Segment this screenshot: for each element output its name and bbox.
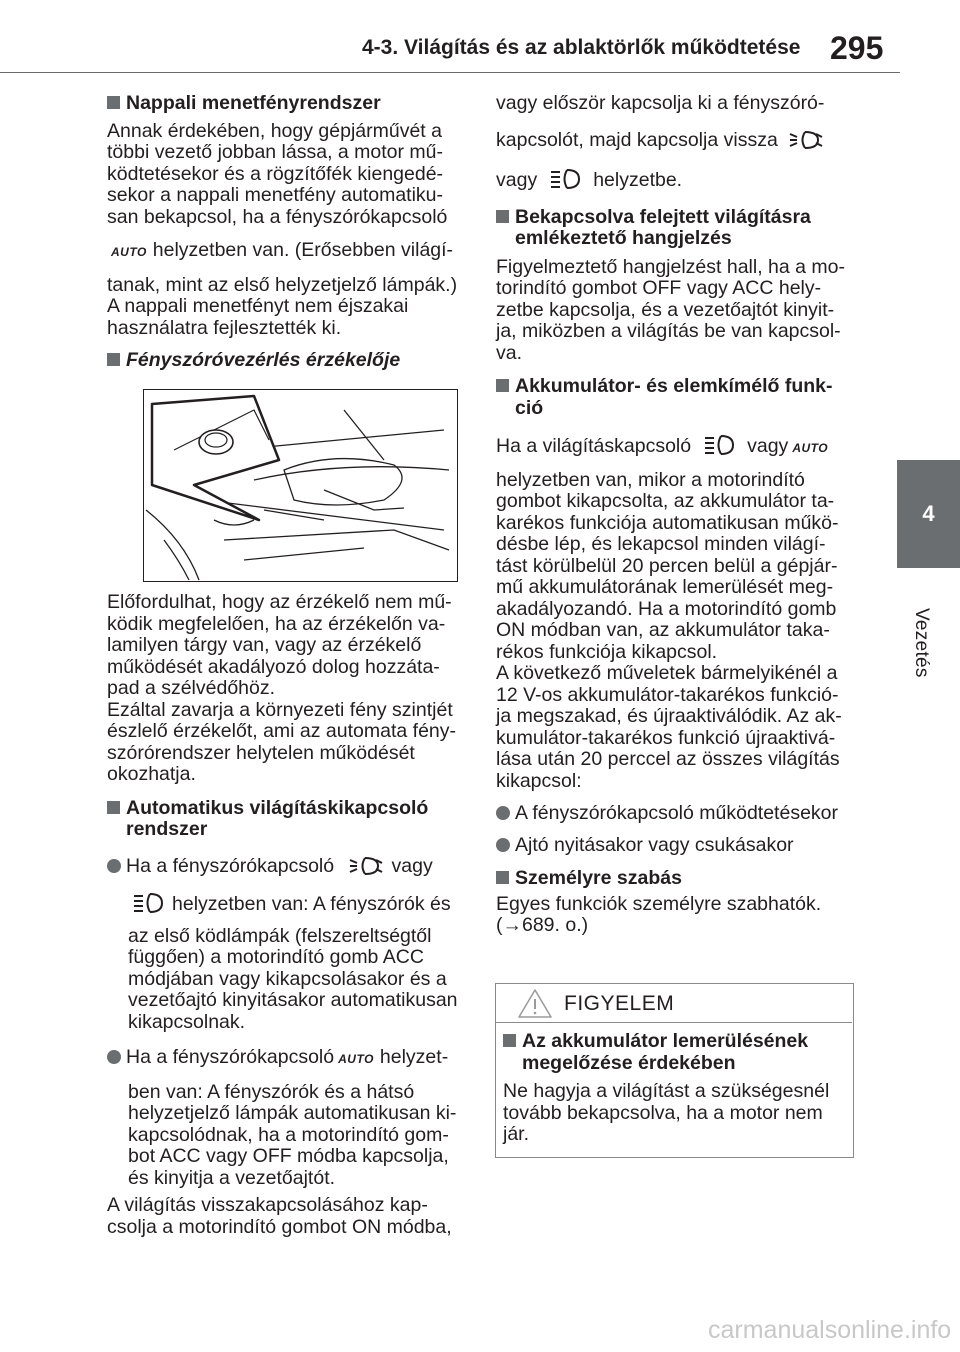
square-bullet-icon [496, 379, 509, 392]
heading-light-sensor: Fényszóróvezérlés érzékelője [107, 350, 467, 372]
watermark: carmanualsonline.info [708, 1316, 952, 1344]
headlight-icon [132, 891, 164, 915]
line-with-icon: Ha a világításkapcsoló vagy AUTO [496, 433, 856, 460]
bullet-item: Ha a fényszórókapcsoló vagy helyzetben van: A fényszórók és az első ködlámpák (felszereltségtől függően) a motorindító gomb ACC módjában vagy kikapcsolásakor és a vezetőajtó kinyitásakor automatikusan kikapcsolnak. [107, 855, 467, 1034]
chapter-label: Vezetés [911, 608, 932, 678]
warning-title: FIGYELEM [564, 992, 675, 1015]
heading-battery-saver: Akkumulátor- és elemkímélő funk- ció [496, 376, 856, 419]
low-beam-icon [348, 855, 384, 877]
low-beam-icon [788, 129, 824, 151]
paragraph: A világítás visszakapcsolásához kap- csolja a motorindító gombot ON módba, [107, 1194, 452, 1238]
chapter-tab: 4 [897, 460, 960, 568]
square-bullet-icon [496, 871, 509, 884]
line-with-icon: vagy helyzetbe. [496, 169, 683, 191]
warning-divider [495, 1022, 852, 1023]
page-number: 295 [830, 30, 884, 66]
bullet-item: Ha a fényszórókapcsoló AUTO helyzet- ben van: A fényszórók és a hátsó helyzetjelző lámpák automatikusan ki- kapcsolódnak, ha a motorindító gom- bot ACC vagy OFF módba kapcsolja, és kinyitja a vezetőajtót. [107, 1047, 467, 1189]
warning-content [503, 1031, 843, 1146]
auto-icon: AUTO [338, 1052, 374, 1066]
section-title: 4-3. Világítás és az ablaktörlők működtetése [362, 36, 801, 59]
paragraph-line-with-icon: AUTO helyzetben van. (Erősebben világí- [107, 240, 467, 264]
right-column: vagy először kapcsolja ki a fényszóró- kapcsolót, majd kapcsolja vissza vagy helyzetbe. Bekapcsolva felejtett világításra emlékeztető hangjelzés Figyelmeztető hangjelzést hall, ha a mo- torindító gombot OFF vagy ACC hely- zetbe kapcsolja, és a vezetőajtót kinyit- ja, miközben a világítás be van kapcsol- va. Akkumulátor- és elemkímélő funk- ció Ha a világításkapcsoló vagy AUTO helyzetben van, mikor a motorindító gombot kikapcsolta, az akkumulátor ta- karékos funkciója automatikusan műkö- désbe lép, és lekapcsol minden világí- tást körülbelül 20 percen belül a gépjár- mű akkumulátorának lemerülését meg- akadályozandó. Ha a motorindító gomb ON módban van, az akkumulátor taka- rékos funkciója kikapcsol. A következő műveletek bármelyikénél a 12 V-os akkumulátor-takarékos funkció- ja megszakad, és újraaktiválódik. Az ak- kumulátor-takarékos funkció újraaktivá- lása után 20 perccel az összes világítás kikapcsol: A fényszórókapcsoló működtetésekor Ajtó nyitásakor vagy csukásakor Személyre szabás Egyes funkciók személyre szabhatók. (→689. o.) [496, 93, 856, 937]
paragraph: Figyelmeztető hangjelzést hall, ha a mo- torindító gombot OFF vagy ACC hely- zetbe kapcsolja, és a vezetőajtót kinyit- ja, miközben a világítás be van kapcsol- va. [496, 255, 846, 364]
heading-customization: Személyre szabás [496, 868, 856, 890]
bullet-item: A fényszórókapcsoló működtetésekor [496, 803, 856, 825]
round-bullet-icon [496, 838, 510, 852]
sensor-illustration [143, 389, 458, 582]
square-bullet-icon [496, 210, 509, 223]
paragraph: Előfordulhat, hogy az érzékelő nem mű- ködik megfelelően, ha az érzékelőn va- lamilyen tárgy van, vagy az érzékelő működését akadályozó dolog hozzáta- pad a szélvédőhöz. Ezáltal zavarja a környezeti fény szintjét észlelő érzékelőt, ami az automata fény- szórórendszer helytelen működését okozhatja. [107, 591, 457, 785]
warning-text: Ne hagyja a világítást a szükségesnél tovább bekapcsolva, ha a motor nem jár. [503, 1080, 830, 1145]
heading-auto-light-off: Automatikus világításkikapcsoló rendszer [107, 798, 467, 841]
headlight-icon [703, 433, 735, 457]
left-column-continued [107, 592, 467, 1238]
round-bullet-icon [496, 806, 510, 820]
line-with-icon: kapcsolót, majd kapcsolja vissza [496, 129, 856, 152]
auto-icon: AUTO [111, 245, 147, 259]
warning-heading: Az akkumulátor lemerülésének megelőzése érdekében [503, 1031, 843, 1074]
heading-lights-on-reminder: Bekapcsolva felejtett világításra emlékeztető hangjelzés [496, 207, 856, 250]
square-bullet-icon [503, 1034, 516, 1047]
auto-icon: AUTO [792, 441, 829, 455]
paragraph: tanak, mint az első helyzetjelző lámpák.) A nappali menetfényt nem éjszakai használatra fejlesztették ki. [107, 273, 458, 339]
headlight-icon [549, 167, 581, 191]
header-divider [0, 72, 900, 73]
windshield-sensor-icon [144, 390, 457, 581]
square-bullet-icon [107, 96, 120, 109]
paragraph: helyzetben van, mikor a motorindító gombot kikapcsolta, az akkumulátor ta- karékos funkciója automatikusan műkö- désbe lép, és lekapcsol minden világí- tást körülbelül 20 percen belül a gépjár- mű akkumulátorának lemerülését meg- akadályozandó. Ha a motorindító gomb ON módban van, az akkumulátor taka- rékos funkciója kikapcsol. A következő műveletek bármelyikénél a 12 V-os akkumulátor-takarékos funkció- ja megszakad, és újraaktiválódik. Az ak- kumulátor-takarékos funkció újraaktivá- lása után 20 perccel az összes világítás kikapcsol: [496, 468, 842, 792]
square-bullet-icon [107, 801, 120, 814]
heading-daytime-running-lights: Nappali menetfényrendszer [107, 93, 467, 115]
paragraph: Egyes funkciók személyre szabhatók. (→689. o.) [496, 892, 822, 936]
left-column [107, 93, 467, 372]
bullet-item: Ajtó nyitásakor vagy csukásakor [496, 835, 856, 857]
warning-triangle-icon [517, 987, 553, 1019]
round-bullet-icon [107, 859, 121, 873]
paragraph: Annak érdekében, hogy gépjárművét a többi vezető jobban lássa, a motor mű- ködtetésekor és a rögzítőfék kiengedé- sekor a nappali menetfény automatiku- san bekapcsol, ha a fényszórókapcsoló [107, 119, 448, 228]
round-bullet-icon [107, 1050, 121, 1064]
square-bullet-icon [107, 353, 120, 366]
